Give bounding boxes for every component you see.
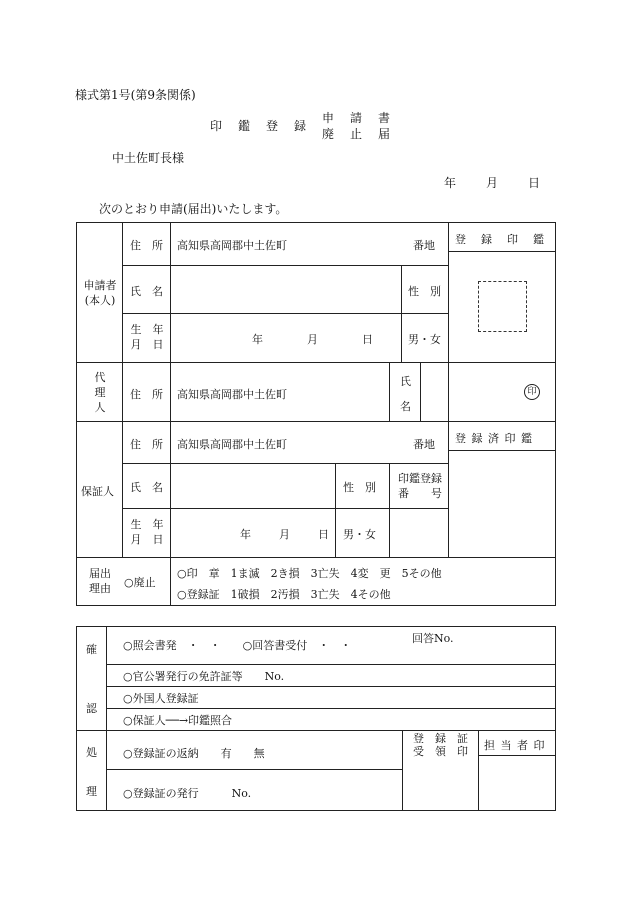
- answer-number[interactable]: 回答No.: [412, 632, 454, 645]
- guarantor-registered-seal-label: 登 録 済 印 鑑: [455, 432, 533, 445]
- registered-seal-label: 登 録 印 鑑: [455, 233, 546, 246]
- seal-mark-icon: 印: [524, 384, 540, 400]
- applicant-banchi: 番地: [413, 239, 435, 252]
- reason-seal-options[interactable]: ○印 章 1ま滅 2き損 3亡失 4変 更 5その他: [177, 567, 442, 580]
- guarantor-birth-label: 生 年 月 日: [130, 518, 164, 546]
- guarantor-seal-number-label: 印鑑登録 番 号: [398, 472, 442, 500]
- form-title-abolish: 廃 止 届: [322, 127, 393, 141]
- certificate-receipt-seal-label: 登 録 証 受 領 印: [413, 732, 468, 758]
- inquiry-row[interactable]: ○照会書発 ・ ・ ○回答書受付 ・ ・: [123, 639, 352, 652]
- process-label-1: 処: [86, 746, 97, 759]
- license-row[interactable]: ○官公署発行の免許証等 No.: [123, 670, 285, 683]
- form-title-apply: 申 請 書: [322, 111, 393, 125]
- guarantor-birth-value[interactable]: 年 月 日: [240, 528, 331, 541]
- guarantor-address-label: 住 所: [130, 438, 163, 451]
- applicant-birth-value[interactable]: 年 月 日: [252, 333, 373, 346]
- staff-seal-label: 担 当 者 印: [484, 739, 546, 752]
- certificate-return-row[interactable]: ○登録証の返納 有 無: [123, 747, 265, 760]
- applicant-address-value[interactable]: 高知県高岡郡中土佐町: [177, 239, 287, 252]
- applicant-name-label: 氏 名: [130, 285, 163, 298]
- reason-label: 届出 理由: [89, 567, 111, 595]
- applicant-birth-label: 生 年 月 日: [130, 323, 164, 351]
- applicant-section-label: 申請者 (本人): [83, 279, 117, 307]
- foreign-registration-row[interactable]: ○外国人登録証: [123, 692, 199, 705]
- certificate-issue-row[interactable]: ○登録証の発行 No.: [123, 787, 252, 800]
- applicant-sex-label: 性 別: [408, 285, 441, 298]
- guarantor-banchi: 番地: [413, 438, 435, 451]
- guarantor-sex-value[interactable]: 男・女: [343, 528, 376, 541]
- agent-name-label-1: 氏: [400, 375, 411, 388]
- agent-name-label-2: 名: [400, 400, 411, 413]
- applicant-sex-value[interactable]: 男・女: [408, 333, 441, 346]
- guarantor-check-row[interactable]: ○保証人──→印鑑照合: [123, 714, 233, 727]
- guarantor-section-label: 保証人: [81, 485, 114, 498]
- guarantor-address-value[interactable]: 高知県高岡郡中土佐町: [177, 438, 287, 451]
- agent-section-label: 代 理 人: [94, 371, 106, 414]
- seal-stamp-area[interactable]: [478, 281, 527, 332]
- confirm-label-2: 認: [86, 702, 97, 715]
- intro-text: 次のとおり申請(届出)いたします。: [99, 202, 288, 216]
- addressee: 中土佐町長様: [112, 151, 185, 165]
- date-line: 年 月 日: [444, 176, 543, 190]
- guarantor-sex-label: 性 別: [343, 481, 376, 494]
- guarantor-name-label: 氏 名: [130, 481, 163, 494]
- agent-address-label: 住 所: [130, 388, 163, 401]
- applicant-address-label: 住 所: [130, 239, 163, 252]
- confirm-label-1: 確: [86, 643, 97, 656]
- process-label-2: 理: [86, 785, 97, 798]
- form-title-main: 印 鑑 登 録: [210, 119, 309, 133]
- reason-abolish-option[interactable]: ○廃止: [124, 576, 156, 589]
- form-number: 様式第1号(第9条関係): [75, 88, 196, 102]
- reason-certificate-options[interactable]: ○登録証 1破損 2汚損 3亡失 4その他: [177, 588, 391, 601]
- agent-address-value[interactable]: 高知県高岡郡中土佐町: [177, 388, 287, 401]
